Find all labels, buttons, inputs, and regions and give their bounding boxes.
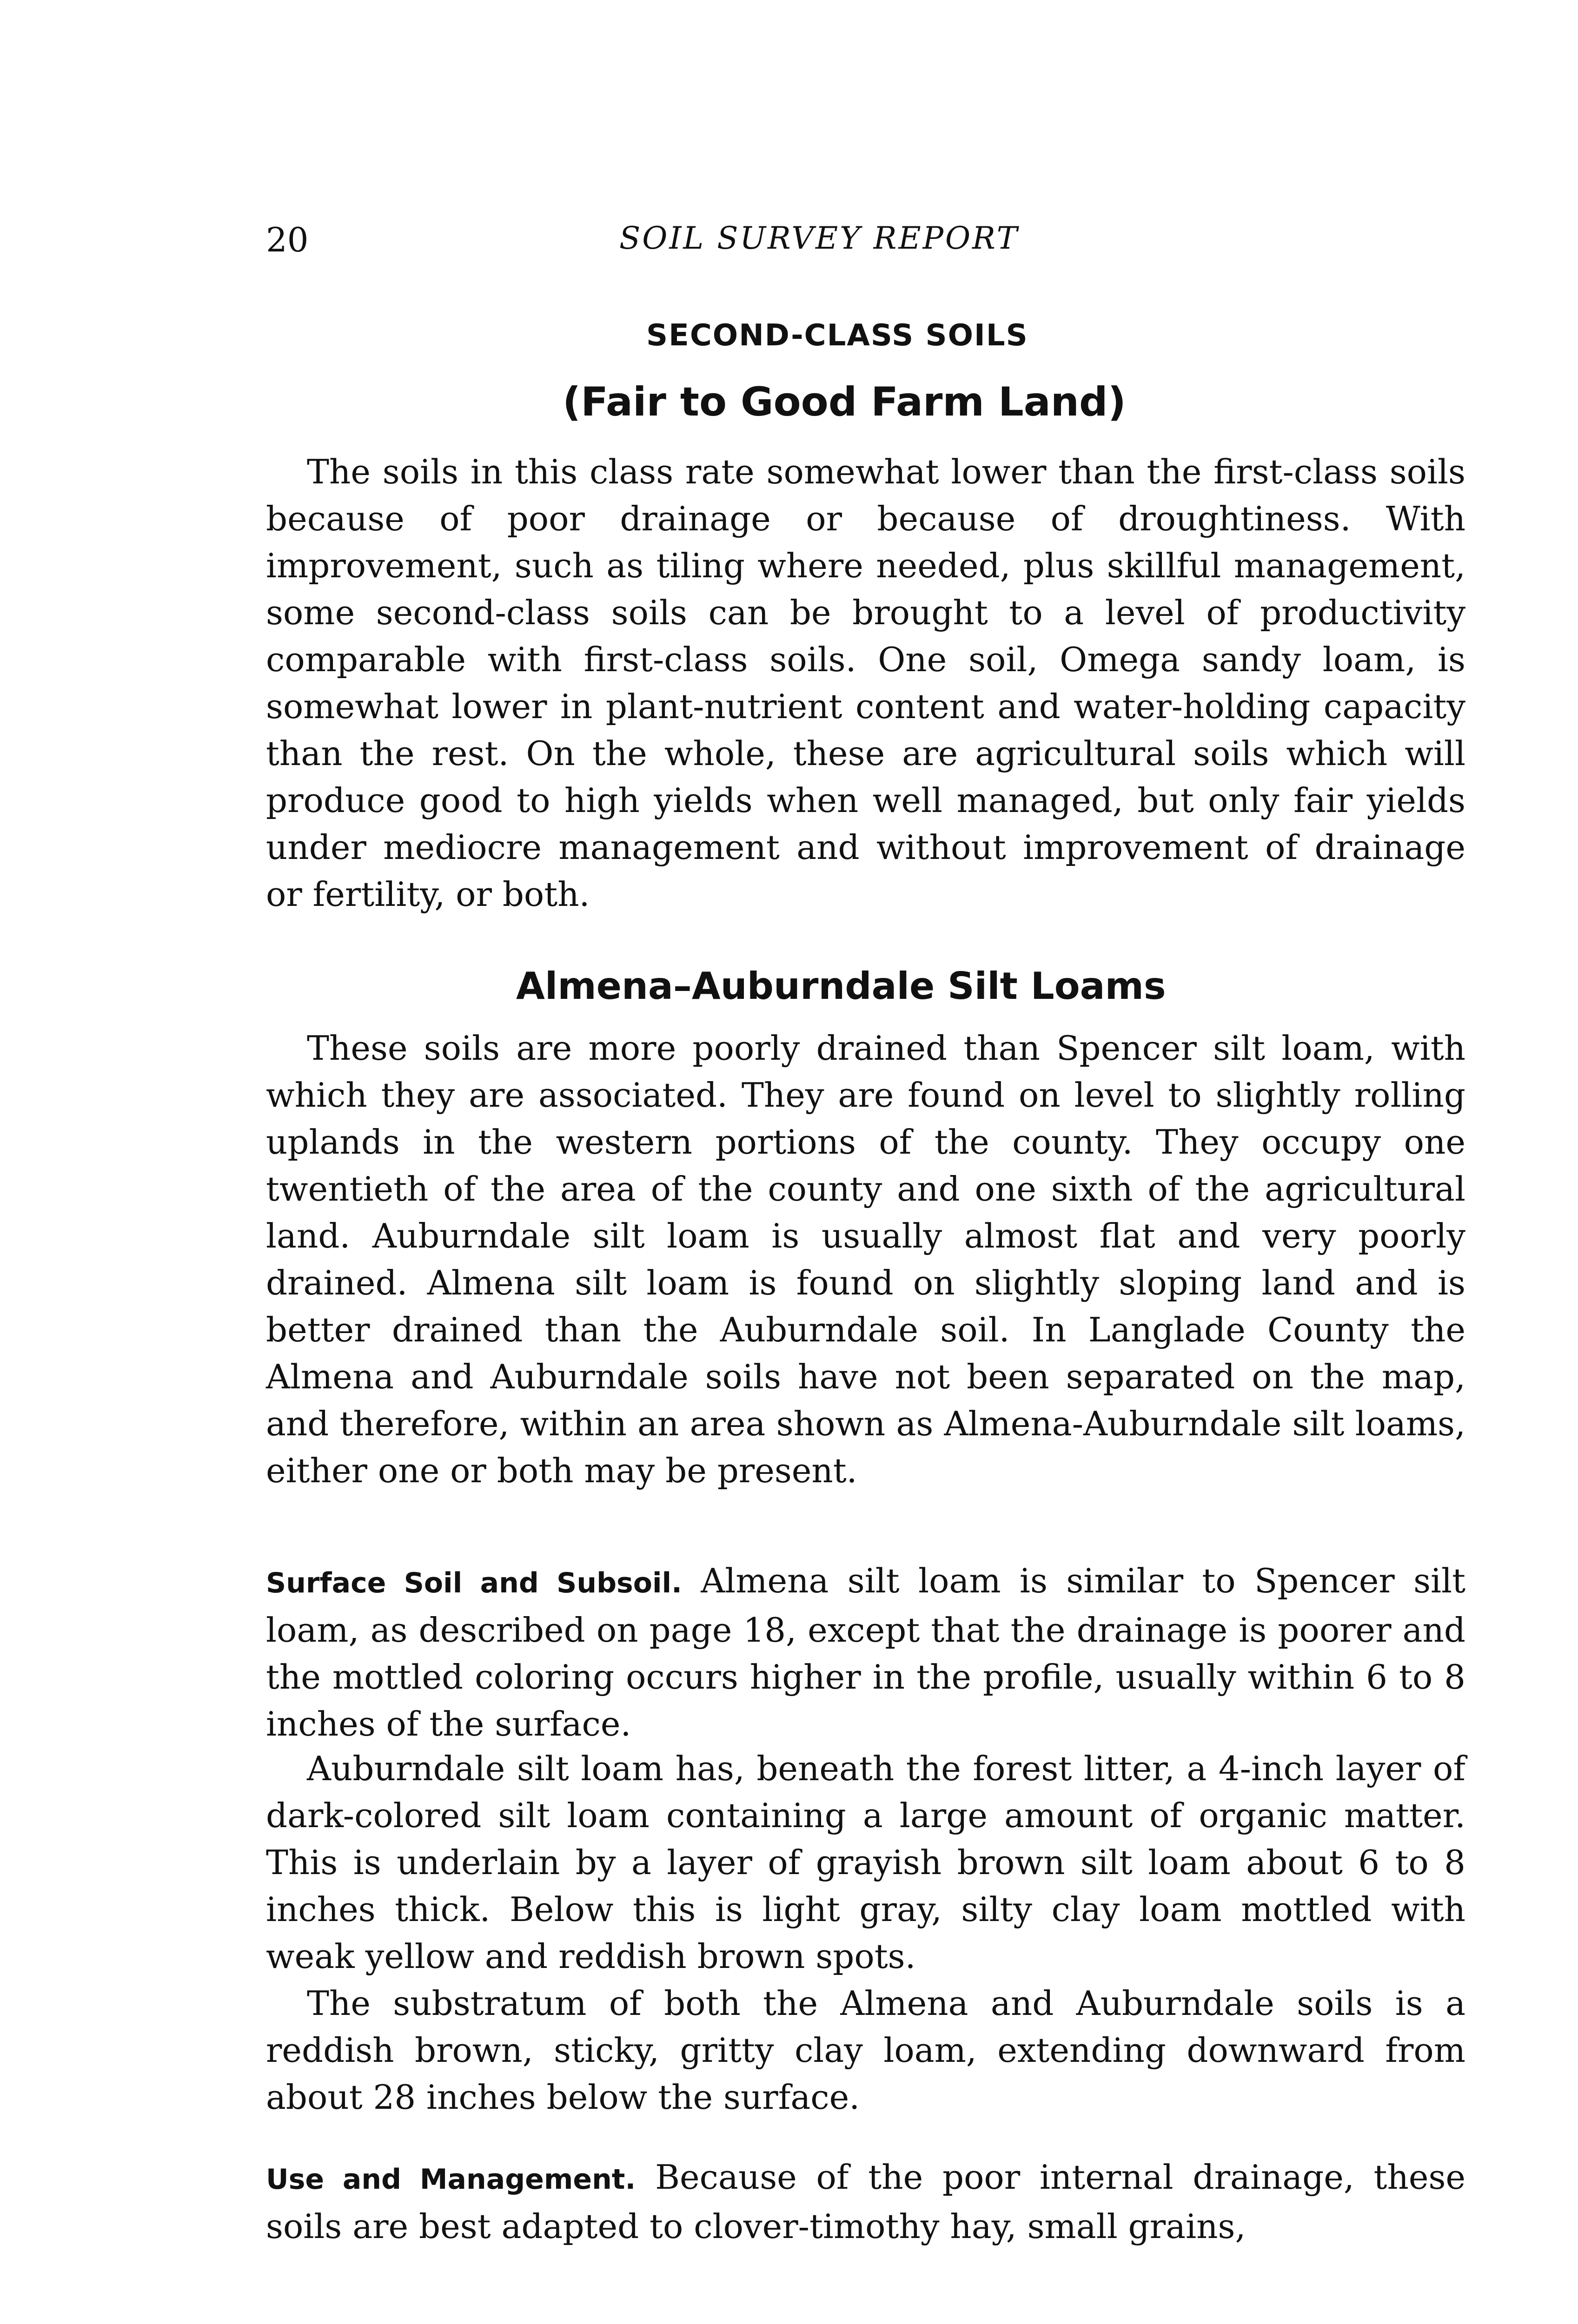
page-number: 20 <box>266 220 309 259</box>
surface-soil-label: Surface Soil and Subsoil. <box>266 1567 682 1599</box>
section-intro-paragraph: The soils in this class rate somewhat lower than the first-class soils because of poor drainage or because of droughtiness. With improvement, such as tiling where needed, plus skillful management, some second-class soils can be brought to a level of productivity comparable with first-class soils. One soil, Omega sandy loam, is somewhat lower in plant-nutrient content and water-holding capacity than the rest. On the whole, these are agricultural soils which will produce good to high yields when well managed, but only fair yields under mediocre management and without improvement of drainage or fertility, or both. <box>266 452 1465 914</box>
subsection-title: Almena–Auburndale Silt Loams <box>516 964 1166 1008</box>
running-header <box>266 220 1456 279</box>
auburndale-paragraph: Auburndale silt loam has, beneath the forest litter, a 4-inch layer of dark-colored silt loam containing a large amount of organic matter. This is underlain by a layer of grayish brown silt loam about 6 to 8 inches thick. Below this is light gray, silty clay loam mottled with weak yellow and reddish brown spots. <box>266 1749 1465 1976</box>
section-subtitle: (Fair to Good Farm Land) <box>563 379 1126 425</box>
use-management-paragraph <box>266 2154 1465 2250</box>
substratum-paragraph: The substratum of both the Almena and Auburndale soils is a reddish brown, sticky, gritty clay loam, extending downward from about 28 inches below the surface. <box>266 1984 1465 2117</box>
running-title: SOIL SURVEY REPORT <box>619 220 1019 256</box>
subsection-intro-paragraph: These soils are more poorly drained than Spencer silt loam, with which they are associated. They are found on level to slightly rolling uplands in the western portions of the county. They occupy one twentieth of the area of the county and one sixth of the agricultural land. Auburndale silt loam is usually almost flat and very poorly drained. Almena silt loam is found on slightly sloping land and is better drained than the Auburndale soil. In Langlade County the Almena and Auburndale soils have not been separated on the map, and therefore, within an area shown as Almena-Auburndale silt loams, either one or both may be present. <box>266 1029 1465 1490</box>
use-management-label: Use and Management. <box>266 2163 636 2196</box>
surface-soil-paragraph <box>266 1558 1465 1748</box>
section-title: SECOND-CLASS SOILS <box>646 318 1028 353</box>
surface-soil-text: Almena silt loam is similar to Spencer silt loam, as described on page 18, except that the drainage is poorer and the mottled coloring occurs higher in the profile, usually within 6 to 8 inches of the surface. <box>266 1561 1466 1743</box>
use-management-text: Because of the poor internal drainage, these soils are best adapted to clover-timothy hay, small grains, <box>266 2158 1466 2246</box>
